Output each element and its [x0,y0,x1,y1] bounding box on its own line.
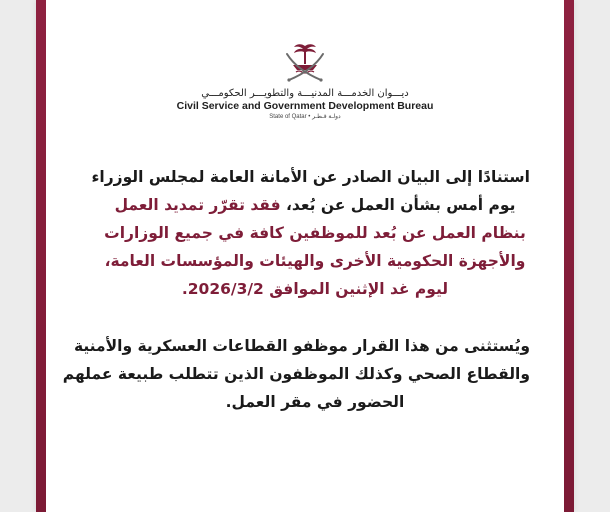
paragraph-1-line-2-highlight: فقد تقرّر تمديد العمل [114,196,281,214]
announcement-card [36,0,574,512]
paragraph-2-line-2: والقطاع الصحي وكذلك الموظفون الذين تتطلب طبيعة عملهم [62,365,530,383]
paragraph-1-line-2 [100,191,530,219]
paragraph-1-line-5: ليوم غد الإثنين الموافق 2026/3/2. [181,280,449,298]
bureau-logo [36,40,574,120]
qatar-emblem-icon [281,40,329,86]
paragraph-1-line-3: بنظام العمل عن بُعد للموظفين كافة في جميع الوزارات [104,224,526,242]
logo-state-line: State of Qatar • دولـة قـطـر [269,114,341,120]
logo-arabic-name: ديـــوان الخدمـــة المدنيـــة والتطويـــر الحكومـــي [201,88,409,99]
paragraph-1-line-2-plain: يوم أمس بشأن العمل عن بُعد، [280,196,516,214]
paragraph-1-line-4: والأجهزة الحكومية الأخرى والهيئات والمؤسسات العامة، [104,252,526,270]
paragraph-1-line-1: استنادًا إلى البيان الصادر عن الأمانة العامة لمجلس الوزراء [91,168,530,186]
logo-english-name: Civil Service and Government Development Bureau [176,100,434,112]
paragraph-2-line-1: ويُستثنى من هذا القرار موظفو القطاعات العسكرية والأمنية [73,337,530,355]
announcement-paragraph-1 [91,163,530,303]
announcement-paragraph-2 [62,332,530,416]
paragraph-2-line-3: الحضور في مقر العمل. [225,393,405,411]
